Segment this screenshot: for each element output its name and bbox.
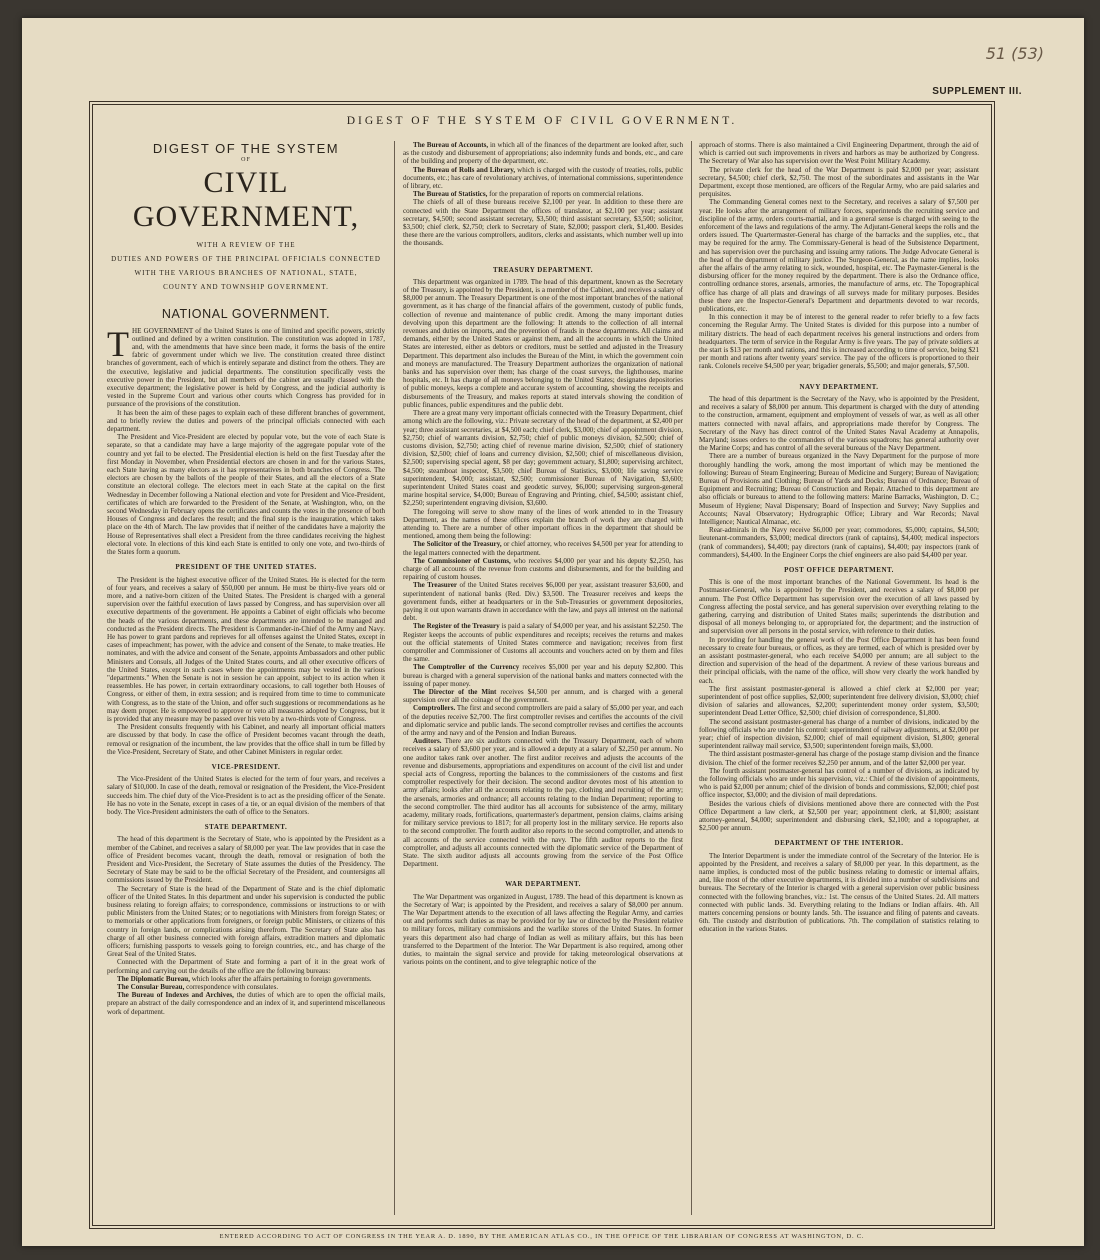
paragraph: The Vice-President of the United States is elected for the term of four years, and receives a salary of $10,000. In case of the death, removal or resignation of the President, the Vice-President succeeds him. The chief duty of the Vice-President is to act as the presiding officer of the Senate. He has no vote in the Senate, except in cases of a tie, or an equal division of the members of that body. The Vice-President administers the oath of office to the Senators.: [107, 775, 385, 816]
paragraph: [403, 704, 683, 737]
paragraph: The second assistant postmaster-general has charge of a number of divisions, indicated by the following officials who are under his control: superintendent of railway adjustments, at $2,000 per year; chief of inspection division, $2,000; chief of mail equipment division, $1,800; general superintendent railway mail service, $3,500; superintendent foreign mails, $3,000.: [699, 717, 979, 751]
column-2: [403, 141, 683, 1215]
paragraph-text: which looks after the affairs pertaining to foreign governments.: [189, 974, 372, 983]
bold-term: Auditors.: [413, 737, 442, 746]
heading-president: PRESIDENT OF THE UNITED STATES.: [175, 563, 317, 572]
paragraph-text: which is charged with the custody of treaties, rolls, public documents, etc.; has care of revolutionary archives, of international commissions, superintendence of library, etc.: [403, 165, 683, 191]
paragraph-text: receives $4,500 per annum, and is charged with a general supervision over all the coinage of the government.: [403, 688, 683, 705]
copyright-footer: ENTERED ACCORDING TO ACT OF CONGRESS IN THE YEAR A. D. 1890, BY THE AMERICAN ATLAS CO., IN THE OFFICE OF THE LIBRARIAN OF CONGRESS AT WASHINGTON, D. C.: [219, 1233, 865, 1240]
paragraph: [107, 323, 385, 409]
column-1: [107, 141, 385, 1215]
bold-term: The Treasurer: [413, 581, 458, 590]
paragraph-text: There are six auditors connected with the Treasury Department, each of whom receives a salary of $3,600 per year, and is allowed a deputy at a salary of $2,250 per annum. No one auditor takes rank over another. The first auditor receives and adjusts the accounts of the revenue and disbursements, appropriations and expenditures on account of the civil list and under special acts of Congress, reporting the balances to the commissioners of the customs and first comptroller respectively for their decision. The second auditor devotes most of his attention to army affairs; looks after all the accounts relating to the pay, clothing and recruiting of the army; the arsenals, armories and ordnance; all accounts relating to the Indian Department; reporting to the second comptroller. The third auditor has all accounts for subsistence of the army, military academy, military roads, fortifications, quartermaster's department, pension claims, claims arising for military service previous to 1817; for all property lost in the military service. He reports also to the second comptroller. The fourth auditor also reports to the second comptroller, and attends to all accounts of the service connected with the navy. The fifth auditor reports to the first comptroller, and adjusts all accounts connected with the diplomatic service of the Department of State. The sixth auditor adjusts all accounts growing from the service of the Post Office Department.: [403, 737, 683, 869]
paragraph: The foregoing will serve to show many of the lines of work attended to in the Treasury Department, as the names of these offices explain the branch of work they are charged with attending to. There are a number of other important offices in the department that should be mentioned, among them being the following:: [403, 507, 683, 541]
paragraph: The private clerk for the head of the War Department is paid $2,000 per year; assistant secretary, $4,500; chief clerk, $2,750. The most of the subordinates and assistants in the War Department, except those mentioned, are officers of the Regular Army, who are paid salaries and perquisites.: [699, 165, 979, 199]
paragraph-text: the duties of which are to open the official mails, prepare an abstract of the daily correspondence and an index of it, and superintend miscellaneous work of department.: [107, 991, 385, 1016]
heading-vice-president: VICE-PRESIDENT.: [211, 762, 281, 771]
subtitle-line: WITH A REVIEW OF THE: [196, 241, 296, 250]
paragraph-text: in which all of the finances of the department are looked after, such as the custody and disbursement of appropriations; also indemnity funds and bonds, etc., and care of the building and property of the department, etc.: [403, 141, 683, 166]
column-rule: [691, 141, 692, 1215]
page-number-note: 51 (53): [985, 44, 1044, 63]
paragraph: This department was organized in 1789. The head of this department, known as the Secretary of the Treasury, is appointed by the President, is a member of the Cabinet, and receives a salary of $8,000 per annum. The Treasury Department is one of the most important branches of the national government, as it has charge of the financial affairs of the government, custody of public funds, collection of revenue and maintenance of public credit. Among the many important duties devolving upon this department are the following: It attends to the collection of all internal revenues and duties on imports, and the prevention of frauds in these departments. All claims and demands, either by the United States or against them, and all the accounts in which the United States are interested, either as debtors or creditors, must be settled and adjusted in the Treasury Department. This department also includes the Bureau of the Mint, in which the government coin and moneys are manufactured. The Treasury Department authorizes the organization of national banks and has supervision over them; has charge of the coast surveys, the lighthouses, marine hospitals, etc. It has charge of all moneys belonging to the United States; designates depositories of public moneys, keeps a complete and accurate system of accounting, showing the receipts and disbursements of the Treasury, and makes reports at stated intervals showing the condition of public finances, public expenditures and the public debt.: [403, 277, 683, 409]
paragraph: approach of storms. There is also maintained a Civil Engineering Department, through the aid of which is carried out such improvements in rivers and harbors as may be authorized by Congress. The Secretary of War also has supervision over the West Point Military Academy.: [699, 141, 979, 166]
heading-post-office: POST OFFICE DEPARTMENT.: [784, 565, 894, 574]
heading-treasury: TREASURY DEPARTMENT.: [493, 265, 593, 274]
paragraph: [403, 737, 683, 868]
paragraph: [403, 166, 683, 191]
heading-state-department: STATE DEPARTMENT.: [204, 823, 288, 832]
bold-term: The Bureau of Accounts,: [413, 141, 489, 149]
paragraph: [403, 622, 683, 663]
paragraph: There are a great many very important officials connected with the Treasury Department, chief among which are the following, viz.: Private secretary of the head of the department, at $2,400 per year; three assistant secretaries, at $4,500 each; chief clerk, $3,000; chief of appointment division, $2,750; chief of warrants division, $2,750; chief of public moneys division, $2,500; chief of customs division, $2,750; acting chief of revenue marine division, $2,500; chief of stationery division, $2,500; chief of loans and currency division, $2,500; chief of miscellaneous division, $2,500; supervising special agent, $8 per day; government actuary, $1,800; supervising architect, $4,500; steamboat inspector, $3,500; chief Bureau of Statistics, $3,000; life saving service superintendent, $4,000; assistant, $2,500; commissioner Bureau of Navigation, $3,600; superintendent United States coast and geodetic survey, $6,000; supervising surgeon-general marine hospital service, $4,000; Bureau of Engraving and Printing, chief, $4,500; assistant chief, $2,250; superintendent engraving division, $3,600.: [403, 409, 683, 508]
heading-war: WAR DEPARTMENT.: [505, 880, 581, 889]
subtitle-line: WITH THE VARIOUS BRANCHES OF NATIONAL, STATE,: [134, 269, 358, 278]
paragraph: This is one of the most important branches of the National Government. Its head is the Postmaster-General, who is appointed by the President, and receives a salary of $8,000 per annum. The Post Office Department has supervision over the execution of all laws passed by Congress affecting the postal service, and has general supervision over everything relating to the gathering, carrying and distribution of United States mails; superintends the distribution and disposal of all moneys belonging to, or appropriated for, the department; and the instruction of and supervision over all persons in the postal service, with reference to their duties.: [699, 578, 979, 636]
paragraph-text: for the preparation of reports on commercial relations.: [487, 190, 644, 199]
paragraph: [403, 663, 683, 688]
title-main: CIVIL GOVERNMENT,: [132, 166, 360, 234]
paragraph: The chiefs of all of these bureaus receive $2,100 per year. In addition to these there are connected with the State Department the offices of translator, at $2,100 per year; assistant secretary, $4,500; second assistant secretary, $3,500; third assistant secretary, $3,500; solicitor, $3,500; chief clerk, $2,750; clerk to Secretary of State, $2,000; passport clerk, $1,400. Besides these there are the various comptrollers, auditors, clerks and assistants, which number well up into the thousands.: [403, 198, 683, 248]
heading-navy: NAVY DEPARTMENT.: [799, 382, 879, 391]
heading-interior: DEPARTMENT OF THE INTERIOR.: [774, 839, 904, 848]
paragraph: Besides the various chiefs of divisions mentioned above there are connected with the Post Office Department a law clerk, at $2,500 per year; appointment clerk, at $1,800; assistant attorney-general, $4,000; superintendent and disbursing clerk, $2,100; and a topographer, at $2,500 per annum.: [699, 799, 979, 833]
paragraph: The War Department was organized in August, 1789. The head of this department is known as the Secretary of War; is appointed by the President, and receives a salary of $8,000 per annum. The War Department attends to the execution of all laws affecting the Regular Army, and carries out and performs such duties as may be provided for by law or directed by the President relative to military forces, military commissions and the warlike stores of the United States. In former years this department also had charge of Indian as well as military affairs, but this has been transferred to the Department of the Interior. The War Department is also required, among other duties, to maintain the signal service and provide for taking meteorological observations at various points on the continent, and to give telegraphic notice of the: [403, 892, 683, 967]
paragraph: The head of this department is the Secretary of the Navy, who is appointed by the President, and receives a salary of $8,000 per annum. This department is charged with the duty of attending to the construction, armament, equipment and employment of vessels of war, as well as all other matters connected with naval affairs, and appropriations made therefor by Congress. The Secretary of the Navy has direct control of the United States Naval Academy at Annapolis, Maryland; issues orders to the commanders of the various squadrons; has general authority over the Marine Corps; and has control of all the several bureaus of the Navy Department.: [699, 394, 979, 453]
paragraph-text: The first and second comptrollers are paid a salary of $5,000 per year, and each of the deputies receive $2,700. The first comptroller revises and certifies the accounts of the civil and diplomatic service and public lands. The second comptroller revises and certifies the accounts of the army and navy and of the Pension and Indian Bureaus.: [403, 704, 683, 738]
paragraph: The third assistant postmaster-general has charge of the postage stamp division and the finance division. The chief of the former receives $2,250 per annum, and of the latter $2,000 per year.: [699, 750, 979, 767]
paragraph: [107, 975, 385, 983]
bold-term: The Commissioner of Customs,: [413, 556, 511, 565]
subtitle-line: DUTIES AND POWERS OF THE PRINCIPAL OFFICIALS CONNECTED: [111, 255, 381, 264]
drop-cap: T: [107, 323, 129, 364]
bold-term: The Bureau of Indexes and Archives,: [117, 991, 234, 1000]
paragraph: In providing for handling the general work of the Post Office Department it has been found necessary to create four bureaus, or offices, as they are termed, each of which is presided over by an assistant postmaster-general, who each receive $4,000 per annum; are all subject to the direction and supervision of the head of the department. A review of these various bureaus and their principal officials, with the name of the office, will show very clearly the work handled by each.: [699, 635, 979, 685]
atlas-page: [22, 18, 1084, 1246]
paragraph: [403, 581, 683, 622]
paragraph: [107, 983, 385, 991]
running-header: DIGEST OF THE SYSTEM OF CIVIL GOVERNMENT.: [346, 115, 738, 127]
paragraph: [403, 688, 683, 704]
paragraph: The Secretary of State is the head of the Department of State and is the chief diplomatic officer of the United States. In this department and under his supervision is conducted the public business relating to foreign affairs; to correspondence, commissions or instructions to or with public Ministers from the United States; or to negotiations with Ministers from foreign States; or to memorials or other applications from foreigners, or foreign public Ministers, or citizens of this country in foreign lands, or complications arising therefrom. The Secretary of State also has charge of all other business connected with foreign affairs, extradition matters and diplomatic officers; furnishing passports to vessels going to foreign countries, etc., and has charge of the Great Seal of the United States.: [107, 884, 385, 959]
paragraph: The President consults frequently with his Cabinet, and nearly all important official matters are discussed by that body. In case the office of President becomes vacant through the death, removal or resignation of the incumbent, the law provides that the office shall in turn be filled by the Vice-President, Secretary of State, and other Cabinet Ministers in regular order.: [107, 723, 385, 756]
paragraph-text: of the United States receives $6,000 per year, assistant treasurer $3,600, and superintendent of national banks (Red. Div.) $3,500. The Treasurer receives and keeps the government funds, either at headquarters or in the Sub-Treasuries or government depositories, paying it out upon warrants drawn in accordance with the law, and pays all interest on the national debt.: [403, 581, 683, 623]
paragraph: The President and Vice-President are elected by popular vote, but the vote of each State is separate, so that a candidate may have a large majority of the aggregate popular vote of the country and yet fail to be elected. The Presidential election is held on the first Tuesday after the first Monday in November, when Presidential electors are chosen in and for the various States, each State having as many electors as it has representatives in both branches of Congress. The electors are chosen by the ballots of the people of their States, and all the electors of a State constitute an electoral college. The electors meet in each State at the capital on the first Wednesday in December following a National election and vote for President and Vice-President, certificates of which are forwarded to the President of the Senate, at Washington, who, on the second Wednesday in February opens the certificates and counts the votes in the presence of both Houses of Congress and declares the result; and the final step is the inauguration, which takes place on the 4th of March. The law provides that if neither of the candidates have a majority the House of Representatives shall elect a President from the three candidates receiving the highest electoral vote. In elections of this kind each State is entitled to only one vote, and two-thirds of the States form a quorum.: [107, 433, 385, 557]
paragraph: [403, 540, 683, 556]
paragraph-text: HE GOVERNMENT of the United States is one of limited and specific powers, strictly outlined and defined by a written constitution. The constitution was adopted in 1787, and, with the amendments that have since been made, it forms the basis of the entire fabric of government under which we live. The constitution created three distinct branches of government, each of which is entirely separate and distinct from the others. They are the executive, legislative and judicial departments. The constitution specifically vests the executive power in the President, but all members of the cabinet are usually classed with the executive department; the legislative power is held by Congress, and the judicial authority is vested in the Supreme Court and various other courts which Congress has provided for in pursuance of the provisions of the constitution.: [107, 326, 385, 409]
paragraph-text: who receives $4,000 per year and his deputy $2,250, has charge of all accounts of the revenue from customs and disbursements, and for the building and repairing of custom houses.: [403, 556, 683, 582]
content-frame: [92, 104, 992, 1240]
paragraph: The Commanding General comes next to the Secretary, and receives a salary of $7,500 per year. He looks after the arrangement of military forces, superintends the recruiting service and discipline of the army, orders courts-martial, and in a general sense is charged with seeing to the enforcement of the laws and regulations of the army. The Adjutant-General keeps the rolls and the orders issued. The Quartermaster-General has charge of the barracks and the supplies, etc., that may be required for the army. The Commissary-General is head of the Subsistence Department, and has supervision over the purchasing and issuing army rations. The Judge Advocate General is the head of the department of military justice. The Surgeon-General, as the name implies, looks after the affairs of the army relating to sick, wounded, hospital, etc. The Paymaster-General is the disbursing officer for the money required by the department. There is also the Ordnance office, controlling ordnance stores, arsenals, armories, the manufacture of arms, etc. The Topographical office has charge of all plats and drawings of all surveys made for military purposes. Besides these there are the Inspector-General's Department and departments devoted to war records, publications, etc.: [699, 198, 979, 314]
column-3: [699, 141, 979, 1215]
paragraph: It has been the aim of these pages to explain each of these different branches of government, and to briefly review the duties and powers of the principal officials connected with each department.: [107, 408, 385, 434]
paragraph: The head of this department is the Secretary of State, who is appointed by the President as a member of the Cabinet, and receives a salary of $8,000 per year. The law provides that in case the office of President becomes vacant, through the death, removal or resignation of both the President and Vice-President, the Secretary of State assumes the duties of the Presidency. The Secretary of State may be said to be the official Secretary of the President, and countersigns all commissions issued by the President.: [107, 835, 385, 885]
paragraph: [403, 141, 683, 166]
paragraph-text: correspondence with consulates.: [184, 983, 279, 992]
subtitle-line: COUNTY AND TOWNSHIP GOVERNMENT.: [163, 283, 329, 292]
bold-term: The Comptroller of the Currency: [413, 663, 520, 672]
paragraph: Rear-admirals in the Navy receive $6,000 per year; commodores, $5,000; captains, $4,500; lieutenant-commanders, $3,000; medical directors (rank of captains), $4,400; medical inspectors (rank of commanders), $4,400; pay directors (rank of captains), $4,400; pay inspectors (rank of commanders), $4,400. In the Engineer Corps the chief engineers are also paid $4,400 per year.: [699, 526, 979, 559]
paragraph-text: is paid a salary of $4,000 per year, and his assistant $2,250. The Register keeps the accounts of public expenditures and receipts; receives the returns and makes out the official statements of United States commerce and navigation; receives from first comptroller and Commissioner of Customs all accounts and vouchers acted on by them and files the same.: [403, 622, 683, 664]
paragraph: [403, 557, 683, 582]
title-of: OF: [241, 157, 251, 164]
bold-term: The Consular Bureau,: [117, 983, 185, 992]
title-subtitle: [107, 238, 385, 294]
paragraph: [107, 991, 385, 1016]
paragraph: In this connection it may be of interest to the general reader to refer briefly to a few facts concerning the Regular Army. The United States is divided for this purpose into a number of military districts. The head of each department receives his general instructions and orders from headquarters. The term of service in the Regular Army is five years. The pay of private soldiers at the start is $13 per month and rations, and this is increased according to time of service, being $21 per month and rations after twenty years' service. The pay of the officers is proportioned to their rank. Colonels receive $4,500 per year; brigadier generals, $5,500; and major generals, $7,500.: [699, 313, 979, 371]
paragraph-text: receives $5,000 per year and his deputy $2,800. This bureau is charged with a general supervision of the national banks and matters connected with the issuing of paper money.: [403, 663, 683, 688]
section-heading-national: NATIONAL GOVERNMENT.: [161, 307, 331, 322]
bold-term: The Register of the Treasury: [413, 622, 500, 631]
bold-term: The Diplomatic Bureau,: [117, 974, 190, 983]
column-rule: [394, 141, 395, 1215]
paragraph: The President is the highest executive officer of the United States. He is elected for the term of four years, and receives a salary of $50,000 per annum. He must be thirty-five years old or more, and a native-born citizen of the United States. The President is charged with a general supervision over the faithful execution of laws passed by Congress, and has supervision over all executive departments of the government. He appoints a Cabinet of eight officials who become the heads of the various departments, and these departments are intended to be managed and conducted as the President directs. The President is Commander-in-Chief of the Army and Navy. He has power to grant pardons and reprieves for all offenses against the United States, except in cases of impeachment; has power, with the advice and consent of the Senate, to make treaties. He nominates, and with the advice and consent of the Senate, appoints Ambassadors and other public Ministers and Consuls, all Judges of the United States courts, and all other executive officers of the United States, except in such cases where the appointments may be vested in the various "departments." When the Senate is not in session he can appoint, subject to its action when it reassembles. He has power, in certain extraordinary occasions, to call together both Houses of Congress, or either of them, in extra session; and is required from time to time to communicate with Congress, as to the state of the Union, and offer such suggestions or recommendations as he may deem proper. He is empowered to approve or veto all measures adopted by Congress, but it is provided that any measure may be passed over his veto by a two-thirds vote of Congress.: [107, 575, 385, 723]
supplement-label: SUPPLEMENT III.: [932, 86, 1022, 97]
bold-term: Comptrollers.: [413, 704, 456, 713]
bold-term: The Director of the Mint: [413, 688, 497, 696]
paragraph: [403, 190, 683, 198]
paragraph: Connected with the Department of State and forming a part of it in the great work of performing and carrying out the details of the office are the following bureaus:: [107, 958, 385, 975]
paragraph: There are a number of bureaus organized in the Navy Department for the purpose of more thoroughly handling the work, among the most important of which may be mentioned the following: Bureau of Steam Engineering; Bureau of Medicine and Surgery; Bureau of Navigation; Bureau of Provisions and Clothing; Bureau of Yards and Docks; Bureau of Ordnance; Bureau of Equipment and Recruiting; Bureau of Construction and Repair. Attached to this department are also officials or bureaus to attend to the following matters: Marine Barracks, Washington, D. C.; Museum of Hygiene; Naval Dispensary; Board of Inspection and Survey; Navy Supplies and Accounts; Naval Observatory; Hydrographic Office; Library and War Records; Naval Intelligence; Nautical Almanac, etc.: [699, 452, 979, 526]
bold-term: The Bureau of Rolls and Library,: [413, 165, 516, 174]
paragraph: The Interior Department is under the immediate control of the Secretary of the Interior. He is appointed by the President, and receives a salary of $8,000 per year. In this department, as the name implies, is conducted most of the public business relating to domestic or internal affairs, and, like most of the other executive departments, it is divided into a number of subdivisions and bureaus. The Secretary of the Interior is charged with a general supervision over public business connected with the following branches, viz.: 1st. The census of the United States. 2d. All matters connected with public lands. 3d. Everything relating to the Indians or Indian affairs. 4th. All matters concerning pensions or bounty lands. 5th. The issuance and filing of patents and caveats. 6th. The custody and distribution of publications. 7th. The compilation of statistics relating to education in the various States.: [699, 851, 979, 934]
title-digest: DIGEST OF THE SYSTEM: [152, 141, 340, 156]
bold-term: The Solicitor of the Treasury,: [413, 540, 502, 549]
paragraph-text: or chief attorney, who receives $4,500 per year for attending to the legal matters connected with the department.: [403, 540, 683, 557]
bold-term: The Bureau of Statistics,: [413, 190, 488, 199]
paragraph: The fourth assistant postmaster-general has control of a number of divisions, as indicated by the following officials who are under his supervision, viz.: Chief of the division of appointments, who is paid $2,000 per annum; chief of the division of bonds and commissions, $2,000; chief post office inspector, $3,000; and the division of mail depredations.: [699, 766, 979, 800]
paragraph: The first assistant postmaster-general is allowed a chief clerk at $2,000 per year; superintendent of post office supplies, $2,000; superintendent free delivery division, $3,000; chief division of salaries and allowances, $2,200; superintendent money order system, $3,500; superintendent Dead Letter Office, $2,500; chief division of correspondence, $1,800.: [699, 684, 979, 718]
